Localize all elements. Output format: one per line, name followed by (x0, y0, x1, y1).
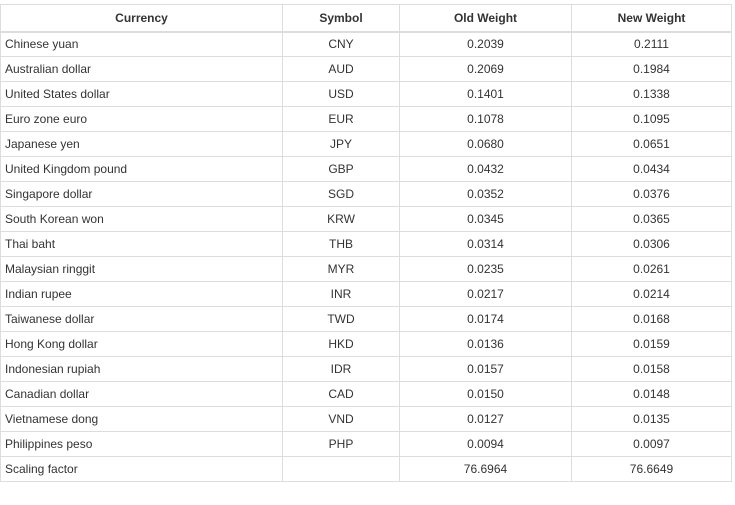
cell-currency: Japanese yen (1, 132, 283, 157)
cell-new-weight: 0.0148 (572, 382, 732, 407)
table-row (1, 407, 732, 432)
header-old-weight: Old Weight (400, 5, 572, 32)
table-row (1, 307, 732, 332)
cell-new-weight: 0.1984 (572, 57, 732, 82)
cell-symbol: KRW (283, 207, 400, 232)
cell-currency: Taiwanese dollar (1, 307, 283, 332)
table-row (1, 157, 732, 182)
cell-symbol: AUD (283, 57, 400, 82)
cell-old-weight: 0.0150 (400, 382, 572, 407)
cell-old-weight: 0.0432 (400, 157, 572, 182)
cell-symbol: IDR (283, 357, 400, 382)
cell-currency: Hong Kong dollar (1, 332, 283, 357)
table-row (1, 57, 732, 82)
cell-new-weight: 0.0651 (572, 132, 732, 157)
cell-old-weight: 0.0136 (400, 332, 572, 357)
cell-old-weight: 0.0094 (400, 432, 572, 457)
cell-new-weight: 0.0434 (572, 157, 732, 182)
currency-weights-table (0, 4, 732, 482)
cell-currency: Thai baht (1, 232, 283, 257)
cell-new-weight: 0.0261 (572, 257, 732, 282)
table-row (1, 257, 732, 282)
cell-symbol: INR (283, 282, 400, 307)
table-row (1, 382, 732, 407)
cell-old-weight: 0.1401 (400, 82, 572, 107)
table-row (1, 182, 732, 207)
cell-old-weight: 0.0345 (400, 207, 572, 232)
cell-currency: Canadian dollar (1, 382, 283, 407)
table-row (1, 32, 732, 57)
cell-old-weight: 0.0314 (400, 232, 572, 257)
cell-symbol: EUR (283, 107, 400, 132)
cell-old-weight: 76.6964 (400, 457, 572, 482)
cell-symbol: PHP (283, 432, 400, 457)
table-row (1, 357, 732, 382)
table-row (1, 132, 732, 157)
cell-old-weight: 0.0352 (400, 182, 572, 207)
cell-old-weight: 0.0157 (400, 357, 572, 382)
table-row (1, 282, 732, 307)
cell-currency: Scaling factor (1, 457, 283, 482)
header-new-weight: New Weight (572, 5, 732, 32)
cell-new-weight: 0.1338 (572, 82, 732, 107)
cell-symbol: SGD (283, 182, 400, 207)
cell-symbol: USD (283, 82, 400, 107)
header-symbol: Symbol (283, 5, 400, 32)
table-body (1, 32, 732, 482)
table-row (1, 107, 732, 132)
cell-currency: Euro zone euro (1, 107, 283, 132)
cell-new-weight: 0.0097 (572, 432, 732, 457)
table-row (1, 332, 732, 357)
cell-old-weight: 0.0680 (400, 132, 572, 157)
cell-new-weight: 0.0159 (572, 332, 732, 357)
cell-new-weight: 0.2111 (572, 32, 732, 57)
cell-symbol: VND (283, 407, 400, 432)
cell-symbol: GBP (283, 157, 400, 182)
cell-old-weight: 0.0127 (400, 407, 572, 432)
cell-symbol: JPY (283, 132, 400, 157)
table-row (1, 432, 732, 457)
cell-currency: Malaysian ringgit (1, 257, 283, 282)
cell-currency: United States dollar (1, 82, 283, 107)
cell-old-weight: 0.2069 (400, 57, 572, 82)
cell-new-weight: 0.1095 (572, 107, 732, 132)
cell-new-weight: 0.0158 (572, 357, 732, 382)
cell-currency: Australian dollar (1, 57, 283, 82)
cell-symbol: MYR (283, 257, 400, 282)
cell-old-weight: 0.1078 (400, 107, 572, 132)
cell-currency: Indonesian rupiah (1, 357, 283, 382)
cell-symbol: CAD (283, 382, 400, 407)
cell-new-weight: 76.6649 (572, 457, 732, 482)
cell-old-weight: 0.0217 (400, 282, 572, 307)
header-row (1, 5, 732, 32)
table-row (1, 457, 732, 482)
cell-currency: Vietnamese dong (1, 407, 283, 432)
cell-currency: Indian rupee (1, 282, 283, 307)
table-row (1, 232, 732, 257)
cell-new-weight: 0.0365 (572, 207, 732, 232)
cell-symbol (283, 457, 400, 482)
cell-symbol: CNY (283, 32, 400, 57)
header-currency: Currency (1, 5, 283, 32)
cell-currency: Chinese yuan (1, 32, 283, 57)
cell-symbol: THB (283, 232, 400, 257)
cell-currency: United Kingdom pound (1, 157, 283, 182)
cell-currency: Philippines peso (1, 432, 283, 457)
cell-new-weight: 0.0306 (572, 232, 732, 257)
cell-currency: South Korean won (1, 207, 283, 232)
cell-old-weight: 0.0235 (400, 257, 572, 282)
cell-old-weight: 0.2039 (400, 32, 572, 57)
table-row (1, 82, 732, 107)
table-row (1, 207, 732, 232)
cell-old-weight: 0.0174 (400, 307, 572, 332)
table-header (1, 5, 732, 32)
cell-new-weight: 0.0135 (572, 407, 732, 432)
cell-new-weight: 0.0168 (572, 307, 732, 332)
cell-symbol: HKD (283, 332, 400, 357)
cell-symbol: TWD (283, 307, 400, 332)
cell-new-weight: 0.0376 (572, 182, 732, 207)
cell-currency: Singapore dollar (1, 182, 283, 207)
cell-new-weight: 0.0214 (572, 282, 732, 307)
